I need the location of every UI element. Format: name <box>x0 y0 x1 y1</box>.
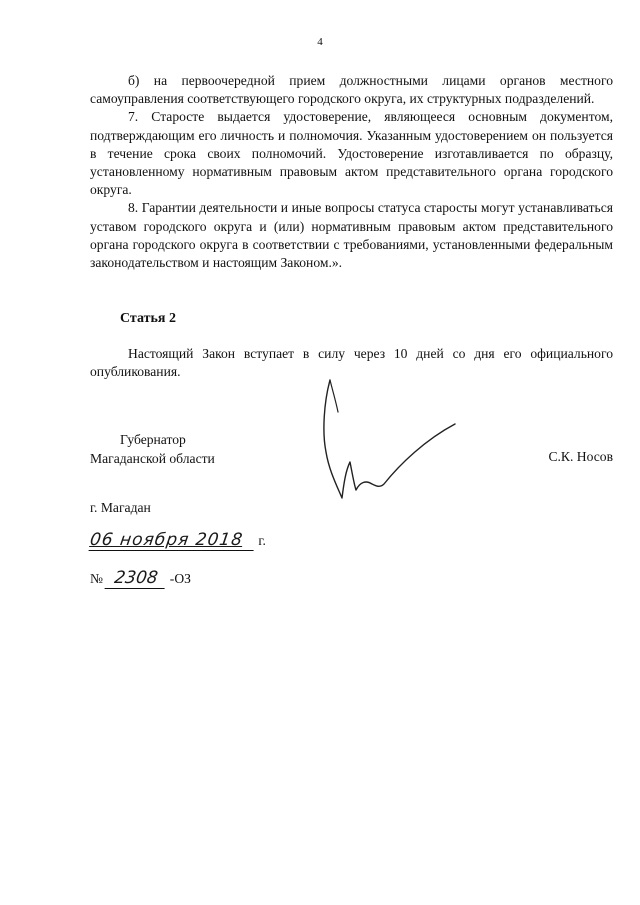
date-suffix: г. <box>258 533 266 548</box>
article-heading: Статья 2 <box>120 311 176 326</box>
law-number <box>90 568 191 589</box>
signatory-title <box>90 430 215 468</box>
city: г. Магадан <box>90 500 151 515</box>
signatory-name: С.К. Носов <box>548 449 613 464</box>
handwritten-number: 2308 <box>105 568 168 589</box>
signing-date <box>90 530 266 551</box>
number-suffix: -ОЗ <box>169 571 191 586</box>
paragraph-b: б) на первоочередной прием должностными лицами органов местного самоуправления соответствующего городского округа, их структурных подразделений. <box>90 73 613 107</box>
paragraph-8: 8. Гарантии деятельности и иные вопросы статуса старосты могут устанавливаться уставом городского округа и (или) нормативным правовым актом представительного органа городского округа в соответствии с требованиями, установленными федеральным законодательством и настоящим Законом.». <box>90 200 613 271</box>
article-text: Настоящий Закон вступает в силу через 10 дней со дня его официального опубликования. <box>90 346 613 380</box>
handwritten-signature <box>300 372 470 517</box>
document-body <box>90 72 613 272</box>
paragraph-7: 7. Старосте выдается удостоверение, являющееся основным документом, подтверждающим его личность и полномочия. Указанным удостоверением он пользуется в течение срока своих полномочий. Удостоверение изготавливается по образцу, установленному нормативным правовым актом представительного органа городского округа. <box>90 109 613 198</box>
handwritten-date: 06 ноября 2018 <box>89 530 257 551</box>
signatory-title-line2: Магаданской области <box>90 451 215 466</box>
number-prefix: № <box>90 571 103 586</box>
signatory-title-line1: Губернатор <box>120 432 186 447</box>
page-number: 4 <box>317 36 323 48</box>
